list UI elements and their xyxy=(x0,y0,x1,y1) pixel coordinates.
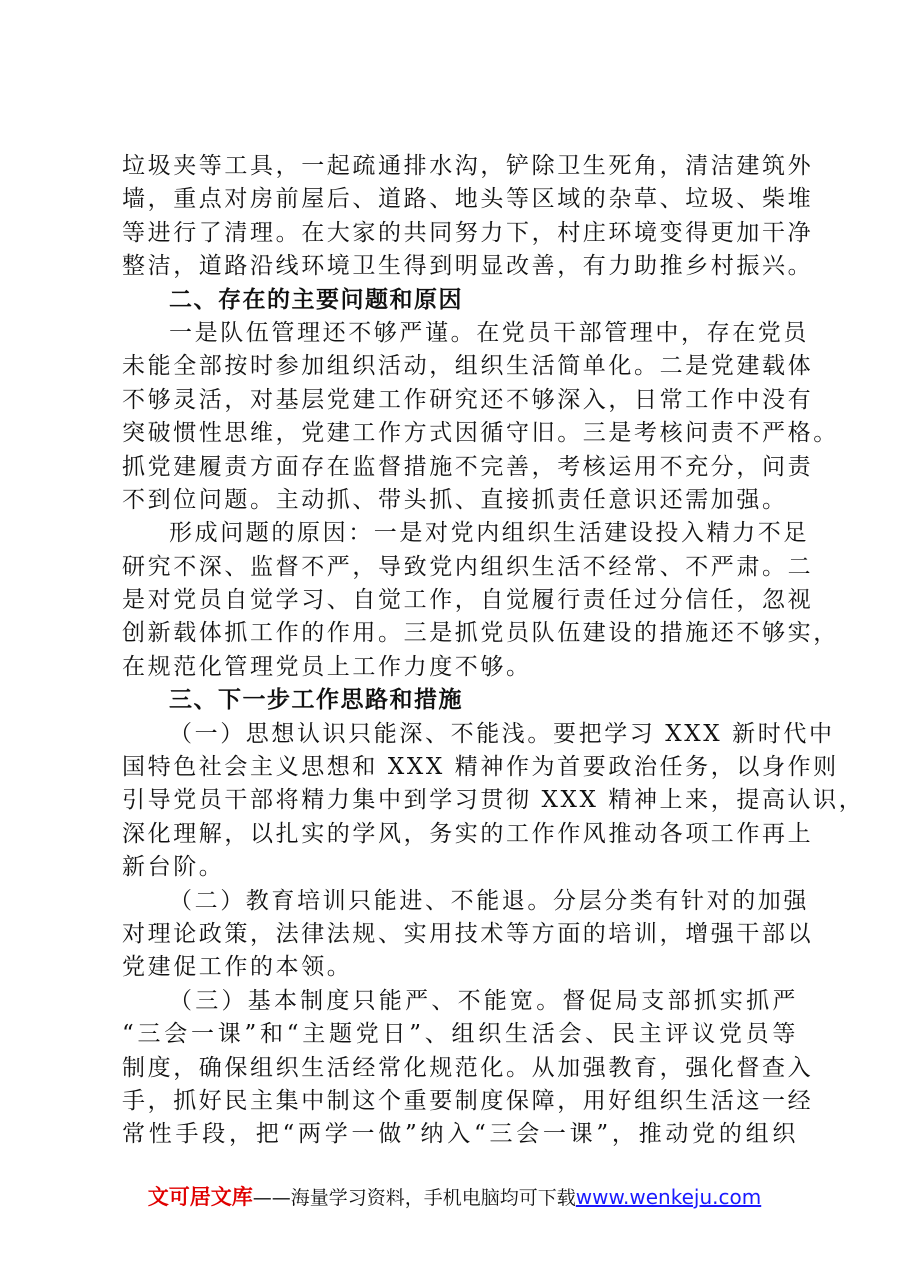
section-heading: 三、下一步工作思路和措施 xyxy=(169,687,463,714)
body-line: 抓党建履责方面存在监督措施不完善，考核运用不充分，问责 xyxy=(122,453,814,480)
body-line: 常性手段，把“两学一做”纳入“三会一课”，推动党的组织 xyxy=(122,1121,798,1148)
body-line: 深化理解，以扎实的学风，务实的工作作风推动各项工作再上 xyxy=(122,820,814,847)
document-body xyxy=(122,150,865,1152)
body-line: 创新载体抓工作的作用。三是抓党员队伍建设的措施还不够实， xyxy=(122,620,839,647)
footer-banner xyxy=(0,1181,909,1211)
body-line: 国特色社会主义思想和 XXX 精神作为首要政治任务，以身作则 xyxy=(122,754,839,781)
body-line: 一是队伍管理还不够严谨。在党员干部管理中，存在党员 xyxy=(169,319,809,346)
body-line: 形成问题的原因：一是对党内组织生活建设投入精力不足 xyxy=(169,520,809,547)
body-line: 引导党员干部将精力集中到学习贯彻 XXX 精神上来，提高认识， xyxy=(122,787,865,814)
body-line: 突破惯性思维，党建工作方式因循守旧。三是考核问责不严格。 xyxy=(122,420,839,447)
body-line: 不够灵活，对基层党建工作研究还不够深入，日常工作中没有 xyxy=(122,386,814,413)
body-line: 制度，确保组织生活经常化规范化。从加强教育，强化督查入 xyxy=(122,1054,814,1081)
body-line: 对理论政策，法律法规、实用技术等方面的培训，增强干部以 xyxy=(122,920,814,947)
footer-brand: 文可居文库 xyxy=(147,1185,253,1209)
body-line: 党建促工作的本领。 xyxy=(122,954,353,981)
body-line: 在规范化管理党员上工作力度不够。 xyxy=(122,653,532,680)
body-line: 不到位问题。主动抓、带头抓、直接抓责任意识还需加强。 xyxy=(122,486,788,513)
body-line: （三）基本制度只能严、不能宽。督促局支部抓实抓严 xyxy=(169,987,798,1014)
body-line: 等进行了清理。在大家的共同努力下，村庄环境变得更加干净 xyxy=(122,219,814,246)
body-line: 新台阶。 xyxy=(122,854,225,881)
body-line: 整洁，道路沿线环境卫生得到明显改善，有力助推乡村振兴。 xyxy=(122,253,814,280)
footer-description: ——海量学习资料，手机电脑均可下载 xyxy=(252,1187,576,1209)
body-line: （一）思想认识只能深、不能浅。要把学习 XXX 新时代中 xyxy=(169,720,835,747)
body-line: （二）教育培训只能进、不能退。分层分类有针对的加强 xyxy=(169,887,809,914)
body-line: 墙，重点对房前屋后、道路、地头等区域的杂草、垃圾、柴堆 xyxy=(122,186,814,213)
body-line: 是对党员自觉学习、自觉工作，自觉履行责任过分信任，忽视 xyxy=(122,587,814,614)
body-line: 垃圾夹等工具，一起疏通排水沟，铲除卫生死角，清洁建筑外 xyxy=(122,153,814,179)
body-line: 研究不深、监督不严，导致党内组织生活不经常、不严肃。二 xyxy=(122,553,814,580)
body-line: 未能全部按时参加组织活动，组织生活简单化。二是党建载体 xyxy=(122,353,814,380)
section-heading: 二、存在的主要问题和原因 xyxy=(169,286,463,313)
body-line: “三会一课”和“主题党日”、组织生活会、民主评议党员等 xyxy=(122,1021,798,1048)
footer-link[interactable]: www.wenkeju.com xyxy=(575,1185,762,1209)
body-line: 手，抓好民主集中制这个重要制度保障，用好组织生活这一经 xyxy=(122,1087,814,1114)
